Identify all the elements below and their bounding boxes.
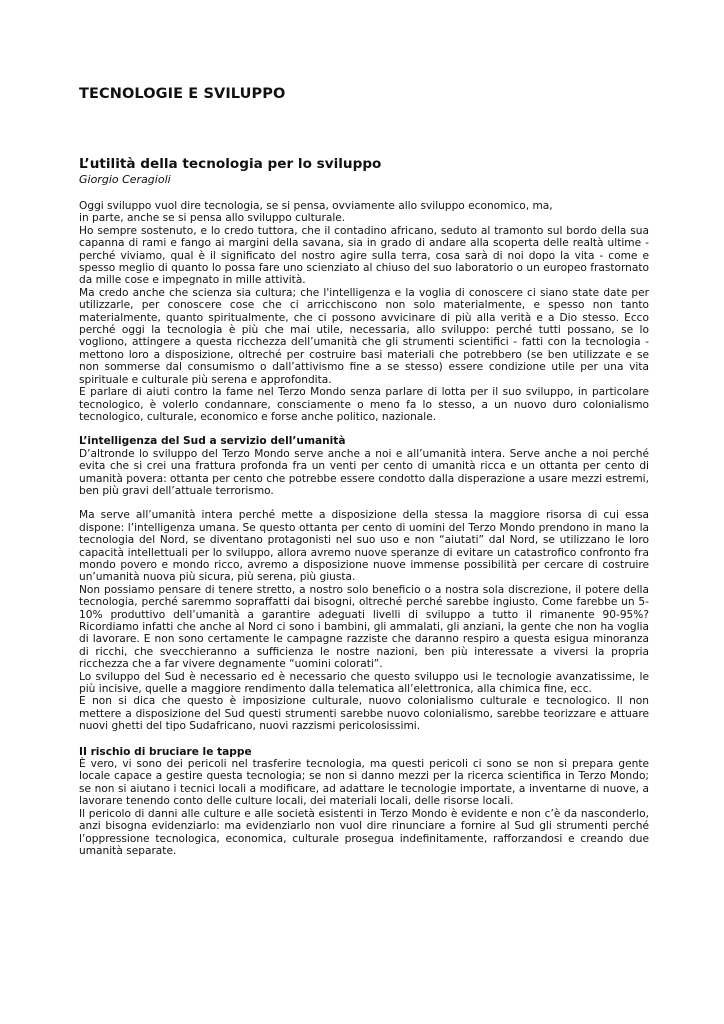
section-paragraph: Il pericolo di danni alle culture e alle società esistenti in Terzo Mondo è evidente e non c’è da nasconderlo, anzi bisogna evidenziarlo: ma evidenziarlo non vuol dire rinunciare a fornire al Sud gli strumenti perché l’oppressione tecnologica, economica, culturale prosegua indefinitamente, rafforzandosi e creando due umanità separate. [79, 807, 649, 857]
section-paragraph: E non si dica che questo è imposizione culturale, nuovo colonialismo culturale e tecnologico. Il non mettere a disposizione del Sud questi strumenti sarebbe nuovo colonialismo, sarebbe teorizzare e attuare nuovi ghetti del tipo Sudafricano, nuovi razzismi pericolosissimi. [79, 695, 649, 733]
document-title: TECNOLOGIE E SVILUPPO [79, 86, 286, 102]
intro-line-2: in parte, anche se si pensa allo sviluppo culturale. [79, 212, 346, 225]
article [79, 156, 649, 857]
section-paragraph: Ma serve all’umanità intera perché mette a disposizione della stessa la maggiore risorsa di cui essa dispone: l’intelligenza umana. Se questo ottanta per cento di uomini del Terzo Mondo prendono in mano la tecnologia del Nord, se diventano protagonisti nel suo uso e non “aiutati” dal Nord, se utilizzano le loro capacità intellettuali per lo sviluppo, allora avremo nuove speranze di evitare un catastrofico confronto fra mondo povero e mondo ricco, avremo a disposizione nuove immense possibilità per cercare di costruire un’umanità nuova più sicura, più serena, più giusta. [79, 509, 649, 584]
section-heading: II rischio di bruciare le tappe [79, 745, 252, 758]
intro-line-1: Oggi sviluppo vuol dire tecnologia, se si pensa, ovviamente allo sviluppo economico, ma, [79, 200, 553, 212]
section-paragraph: Lo sviluppo del Sud è necessario ed è necessario che questo sviluppo usi le tecnologie avanzatissime, le più incisive, quelle a maggiore rendimento dalla telematica all’elettronica, alla chimica fine, ecc. [79, 670, 649, 696]
section-paragraph: D’altronde lo sviluppo del Terzo Mondo serve anche a noi e all’umanità intera. Serve anche a noi perché evita che si crei una frattura profonda fra un venti per cento di umanità ricca e un ottanta per cento di umanità povera: ottanta per cento che potrebbe essere condotto dalla disperazione a usare mezzi estremi, ben più gravi dell’attuale terrorismo. [79, 447, 649, 497]
intro-paragraph: Ho sempre sostenuto, e lo credo tuttora, che il contadino africano, seduto al tramonto sul bordo della sua capanna di rami e fango ai margini della savana, sia in grado di andare alla scoperta delle realtà ultime - perché viviamo, qual è il significato del nostro agire sulla terra, cosa sarà di noi dopo la vita - come e spesso meglio di quanto lo possa fare uno scienziato al chiuso del suo laboratorio o un europeo frastornato da mille cose e impegnato in mille attività. [79, 224, 649, 287]
article-author: Giorgio Ceragioli [79, 173, 171, 186]
paragraph-gap [79, 497, 649, 509]
section-heading: L’intelligenza del Sud a servizio dell’umanità [79, 435, 346, 448]
intro-paragraph: E parlare di aiuti contro la fame nel Terzo Mondo senza parlare di lotta per il suo sviluppo, in particolare tecnologico, è volerlo condannare, consciamente o meno fa lo stesso, a un nuovo duro colonialismo tecnologico, culturale, economico e forse anche politico, nazionale. [79, 386, 649, 423]
section-paragraph: È vero, vi sono dei pericoli nel trasferire tecnologia, ma questi pericoli ci sono se non si prepara gente locale capace a gestire questa tecnologia; se non si danno mezzi per la ricerca scientifica in Terzo Mondo; se non si aiutano i tecnici locali a modificare, ad adattare le tecnologie importate, a inventarne di nuove, a lavorare tenendo conto delle culture locali, dei materiali locali, delle risorse locali. [79, 758, 649, 808]
section-paragraph: Non possiamo pensare di tenere stretto, a nostro solo beneficio o a nostra sola discrezione, il potere della tecnologia, perché saremmo sopraffatti dai bisogni, oltreché perché sarebbe ingiusto. Come farebbe un 5-10% produttivo dell’umanità a garantire adeguati livelli di sviluppo a tutto il rimanente 90-95%? Ricordiamo infatti che anche al Nord ci sono i bambini, gli ammalati, gli anziani, la gente che non ha voglia di lavorare. E non sono certamente le campagne razziste che daranno respiro a questa esigua minoranza di ricchi, che svecchieranno a sufficienza le nostre nazioni, ben più interessate a viversi la propria ricchezza che a far vivere degnamente “uomini colorati”. [79, 583, 649, 671]
intro-paragraph: Ma credo anche che scienza sia cultura; che l'intelligenza e la voglia di conoscere ci siano state date per utilizzarle, per conoscere cose che ci arricchiscono non solo materialmente, e spesso non tanto materialmente, quanto spiritualmente, che ci possono avvicinare di più alla verità e a Dio stesso. Ecco perché oggi la tecnologia è più che mai utile, necessaria, allo sviluppo: perché tutti possano, se lo vogliono, attingere a questa ricchezza dell’umanità che gli strumenti scientifici - fatti con la tecnologia - mettono loro a disposizione, oltreché per costruire basi materiali che potrebbero (se ben utilizzate e se non sommerse dal consumismo o dall’attivismo fine a se stesso) essere condizione utile per una vita spirituale e culturale più serena e approfondita. [79, 286, 649, 386]
article-title: L’utilità della tecnologia per lo sviluppo [79, 156, 382, 172]
